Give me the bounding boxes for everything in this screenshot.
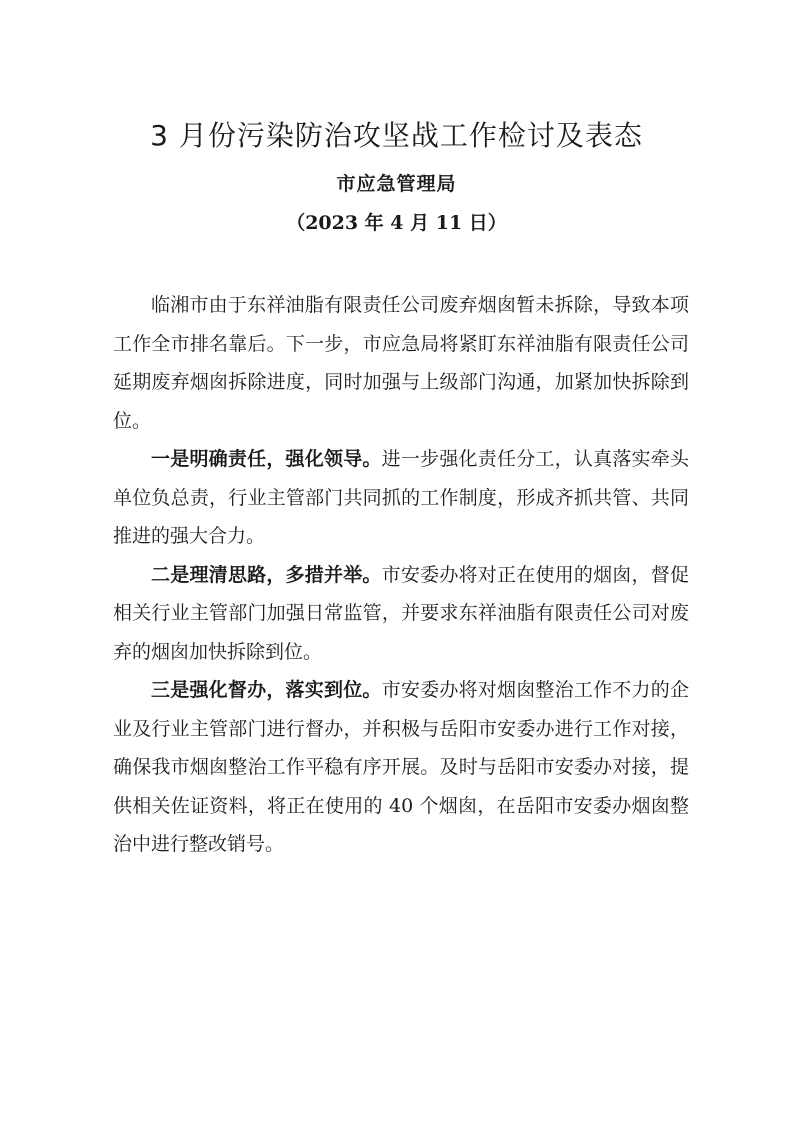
paragraph-text: 进一步强化责任分工，认真落实牵头单位负总责，行业主管部门共同抓的工作制度，形成齐抓共管、共同推进的强大合力。 xyxy=(113,448,689,547)
paragraph-lead: 二是理清思路，多措并举。 xyxy=(151,563,382,586)
document-body xyxy=(113,286,689,864)
paragraph-text: 市安委办将对烟囱整治工作不力的企业及行业主管部门进行督办，并积极与岳阳市安委办进行工作对接，确保我市烟囱整治工作平稳有序开展。及时与岳阳市安委办对接，提供相关佐证资料，将正在使用的 40 个烟囱，在岳阳市安委办烟囱整治中进行整改销号。 xyxy=(113,679,689,855)
issuing-organization: 市应急管理局 xyxy=(336,173,457,195)
paragraph-text: 市安委办将对正在使用的烟囱，督促相关行业主管部门加强日常监管，并要求东祥油脂有限责任公司对废弃的烟囱加快拆除到位。 xyxy=(113,563,689,663)
document-title: 3 月份污染防治攻坚战工作检讨及表态 xyxy=(150,119,643,152)
paragraph-text: 临湘市由于东祥油脂有限责任公司废弃烟囱暂未拆除，导致本项工作全市排名靠后。下一步，市应急局将紧盯东祥油脂有限责任公司延期废弃烟囱拆除进度，同时加强与上级部门沟通，加紧加快拆除到位。 xyxy=(113,294,689,432)
paragraph-point-3 xyxy=(113,671,689,864)
paragraph-intro xyxy=(113,286,689,440)
paragraph-lead: 一是明确责任，强化领导。 xyxy=(151,448,382,470)
paragraph-point-2 xyxy=(113,556,689,672)
paragraph-point-1 xyxy=(113,440,689,556)
document-date: （2023 年 4 月 11 日） xyxy=(286,212,507,234)
paragraph-lead: 三是强化督办，落实到位。 xyxy=(151,679,382,701)
